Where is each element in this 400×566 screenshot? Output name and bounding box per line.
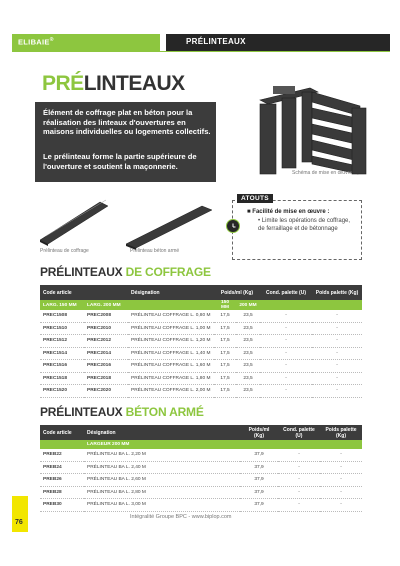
table-row xyxy=(40,347,362,360)
title-accent: PRÉ xyxy=(42,72,84,95)
col-header: Code article xyxy=(40,285,128,300)
table-cell: PRÉLINTEAU BA L. 2,60 M xyxy=(84,474,240,487)
table-cell: PREB26 xyxy=(40,474,84,487)
table-cell: - xyxy=(278,474,320,487)
table-cell: PRÉLINTEAU BA L. 2,40 M xyxy=(84,461,240,474)
header-rule xyxy=(12,51,390,52)
table-cell: PREC2012 xyxy=(84,335,128,348)
table-cell: PRÉLINTEAU COFFRAGE L. 1,80 M xyxy=(128,372,214,385)
table-cell: - xyxy=(260,385,312,398)
table-cell: - xyxy=(312,385,362,398)
section-title-beton-arme: PRÉLINTEAUX BÉTON ARMÉ xyxy=(40,405,204,419)
table-cell: - xyxy=(312,310,362,322)
table-cell: - xyxy=(260,372,312,385)
clock-icon xyxy=(226,219,240,233)
table-cell: - xyxy=(278,449,320,461)
table-cell: PRÉLINTEAU COFFRAGE L. 1,20 M xyxy=(128,335,214,348)
page-number: 76 xyxy=(15,519,23,526)
table-cell: PREC1516 xyxy=(40,360,84,373)
col-header: Désignation xyxy=(84,425,240,440)
atouts-heading: ■ Facilité de mise en œuvre : xyxy=(247,209,330,215)
table-cell: 17,5 xyxy=(214,372,236,385)
table-cell: 17,5 xyxy=(214,335,236,348)
col-header: Poids/ml (Kg) xyxy=(240,425,278,440)
table-cell: 17,5 xyxy=(214,322,236,335)
table-cell: 23,5 xyxy=(236,322,260,335)
table-cell: PREC2018 xyxy=(84,372,128,385)
table-cell: - xyxy=(320,499,362,512)
table-cell: PRÉLINTEAU COFFRAGE L. 1,00 M xyxy=(128,322,214,335)
table-row xyxy=(40,449,362,461)
table-row xyxy=(40,474,362,487)
table-cell: PREC1508 xyxy=(40,310,84,322)
col-header: Désignation xyxy=(128,285,214,300)
table-cell: PREB24 xyxy=(40,461,84,474)
section-title-coffrage: PRÉLINTEAUX DE COFFRAGE xyxy=(40,265,211,279)
caption-left: Prélinteau de coffrage xyxy=(40,248,89,254)
section-name: PRÉLINTEAUX xyxy=(186,37,246,46)
table-cell: 17,5 xyxy=(214,385,236,398)
subheader-cell: LARG. 150 MM xyxy=(40,300,84,310)
table-cell: 17,5 xyxy=(214,347,236,360)
table-cell: - xyxy=(312,335,362,348)
table-cell: PREC2014 xyxy=(84,347,128,360)
table-cell: PRÉLINTEAU COFFRAGE L. 2,00 M xyxy=(128,385,214,398)
bullet-icon: • xyxy=(258,218,262,224)
table-cell: PREC2008 xyxy=(84,310,128,322)
table-cell: PRÉLINTEAU COFFRAGE L. 0,80 M xyxy=(128,310,214,322)
table-cell: PREB22 xyxy=(40,449,84,461)
table-row xyxy=(40,322,362,335)
table-cell: 37,9 xyxy=(240,461,278,474)
table-row xyxy=(40,360,362,373)
table-cell: - xyxy=(312,347,362,360)
col-header: Cond. palette (U) xyxy=(278,425,320,440)
caption-right: Prélinteau béton armé xyxy=(130,248,180,254)
table-cell: - xyxy=(320,474,362,487)
table-cell: PRÉLINTEAU BA L. 2,20 M xyxy=(84,449,240,461)
table-cell: PREC1510 xyxy=(40,322,84,335)
table-header-row xyxy=(40,425,362,440)
table-cell: 23,5 xyxy=(236,310,260,322)
brand-bar xyxy=(12,34,160,51)
table-subheader-row xyxy=(40,300,362,310)
table-cell: - xyxy=(260,360,312,373)
table-cell: PREC2016 xyxy=(84,360,128,373)
table-cell: PREC2020 xyxy=(84,385,128,398)
table-cell: PRÉLINTEAU COFFRAGE L. 1,40 M xyxy=(128,347,214,360)
table-cell: - xyxy=(312,372,362,385)
section-bar xyxy=(166,34,390,51)
table-cell: PREC1514 xyxy=(40,347,84,360)
table-header-row xyxy=(40,285,362,300)
table-cell: PREC1512 xyxy=(40,335,84,348)
title-rest: LINTEAUX xyxy=(83,72,185,95)
table-cell: 37,9 xyxy=(240,474,278,487)
footer-text: Intégralité Groupe BPC - www.biplop.com xyxy=(130,514,232,520)
intro-paragraph-2: Le prélinteau forme la partie supérieure de l'ouverture et soutient la maçonnerie. xyxy=(43,152,197,171)
table-cell: 17,5 xyxy=(214,360,236,373)
intro-paragraph-1: Élément de coffrage plat en béton pour la réalisation des linteaux d'ouvertures en maisons individuelles ou logements collectifs. xyxy=(43,108,211,137)
col-header: Cond. palette (U) xyxy=(260,285,312,300)
table-cell: - xyxy=(320,449,362,461)
table-cell: - xyxy=(320,486,362,499)
table-cell: - xyxy=(278,486,320,499)
table-row xyxy=(40,335,362,348)
table-beton-arme xyxy=(40,425,362,512)
table-cell: - xyxy=(260,322,312,335)
table-cell: 23,5 xyxy=(236,360,260,373)
table-cell: 23,5 xyxy=(236,385,260,398)
table-coffrage-body xyxy=(40,310,362,397)
table-cell: - xyxy=(260,335,312,348)
table-row xyxy=(40,385,362,398)
table-cell: - xyxy=(278,461,320,474)
table-row xyxy=(40,461,362,474)
table-cell: - xyxy=(260,347,312,360)
intro-box xyxy=(35,102,216,182)
subheader-cell: LARGEUR 200 MM xyxy=(84,440,362,449)
prelinteau-beton-arme-image xyxy=(122,200,217,250)
page-title xyxy=(42,72,185,96)
table-cell: PREB30 xyxy=(40,499,84,512)
brand-name: ELIBAIE® xyxy=(18,37,54,47)
table-cell: PRÉLINTEAU BA L. 3,00 M xyxy=(84,499,240,512)
table-coffrage xyxy=(40,285,362,398)
atouts-label: ATOUTS xyxy=(237,194,273,203)
subheader-cell: 150 MM xyxy=(214,300,236,310)
col-header: Code article xyxy=(40,425,84,440)
atouts-item: • Limite les opérations de coffrage, de ferraillage et de bétonnage xyxy=(258,218,351,232)
table-row xyxy=(40,372,362,385)
table-cell: - xyxy=(320,461,362,474)
table-subheader-row xyxy=(40,440,362,449)
table-cell: 37,9 xyxy=(240,499,278,512)
caption-main: Schéma de mise en œuvre xyxy=(292,170,353,176)
table-cell: 23,5 xyxy=(236,347,260,360)
table-row xyxy=(40,499,362,512)
table-cell: PREC1518 xyxy=(40,372,84,385)
prelinteau-coffrage-image xyxy=(36,196,116,246)
table-cell: 37,9 xyxy=(240,486,278,499)
subheader-cell: LARG. 200 MM xyxy=(84,300,128,310)
table-cell: - xyxy=(260,310,312,322)
table-cell: 23,5 xyxy=(236,372,260,385)
table-row xyxy=(40,486,362,499)
table-cell: PREB28 xyxy=(40,486,84,499)
lintel-schema-image xyxy=(240,80,380,180)
col-header: Poids palette (Kg) xyxy=(312,285,362,300)
table-beton-arme-body xyxy=(40,449,362,511)
table-row xyxy=(40,310,362,322)
brand-mark: ® xyxy=(49,37,54,43)
table-cell: - xyxy=(312,360,362,373)
page-number-tab xyxy=(12,496,28,532)
col-header: Poids palette (Kg) xyxy=(320,425,362,440)
table-cell: - xyxy=(312,322,362,335)
table-cell: PREC2010 xyxy=(84,322,128,335)
table-cell: PRÉLINTEAU COFFRAGE L. 1,60 M xyxy=(128,360,214,373)
square-bullet-icon: ■ xyxy=(247,209,253,215)
table-cell: PRÉLINTEAU BA L. 2,80 M xyxy=(84,486,240,499)
table-cell: 23,5 xyxy=(236,335,260,348)
table-cell: - xyxy=(278,499,320,512)
col-header: Poids/ml (Kg) xyxy=(214,285,260,300)
table-cell: 17,5 xyxy=(214,310,236,322)
subheader-cell: 200 MM xyxy=(236,300,260,310)
table-cell: PREC1520 xyxy=(40,385,84,398)
table-cell: 37,9 xyxy=(240,449,278,461)
